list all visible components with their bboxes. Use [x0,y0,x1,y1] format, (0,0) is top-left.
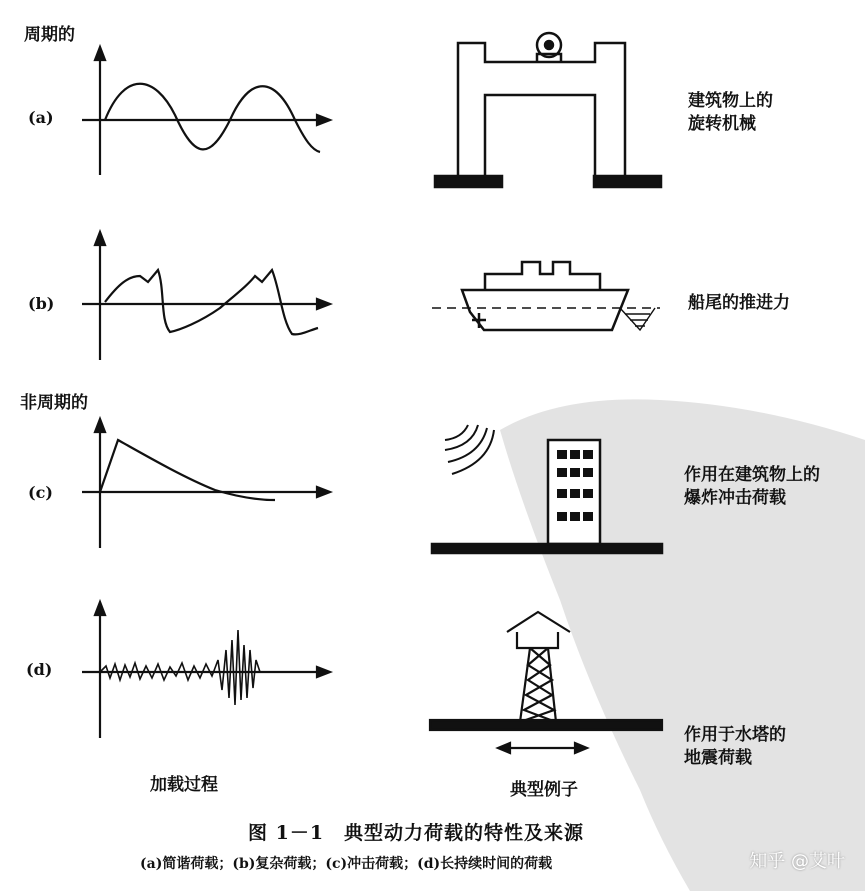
row-label-c: (c) [28,483,53,502]
waveform-d [82,602,330,738]
illustration-ship [432,262,660,330]
waveform-b [82,232,330,360]
row-label-b: (b) [28,294,55,313]
footer-right: 典型例子 [510,780,578,800]
illustration-rotating-machinery [435,33,661,187]
description-d-line2: 地震荷载 [684,748,752,768]
section-periodic: 周期的 [24,25,75,45]
footer-left: 加载过程 [150,775,218,795]
description-c [684,464,820,510]
description-a-line1: 建筑物上的 [688,91,773,111]
figure-subcaption: (a)简谐荷载；(b)复杂荷载；(c)冲击荷载；(d)长持续时间的荷载 [140,856,553,872]
waveform-a [82,47,330,175]
waveform-c [82,419,330,548]
watermark: 知乎 @艾叶 [749,851,845,872]
row-label-d: (d) [26,660,53,679]
section-aperiodic: 非周期的 [20,393,88,413]
description-c-line2: 爆炸冲击荷载 [684,488,786,508]
description-d-line1: 作用于水塔的 [684,725,786,745]
description-b-line1: 船尾的推进力 [688,293,790,313]
description-c-line1: 作用在建筑物上的 [684,465,820,485]
figure-caption: 图 1－1 典型动力荷载的特性及来源 [248,822,585,844]
description-a [688,90,773,136]
row-label-a: (a) [28,108,54,127]
description-b [688,292,790,315]
description-d [684,724,786,770]
description-a-line2: 旋转机械 [688,114,756,134]
